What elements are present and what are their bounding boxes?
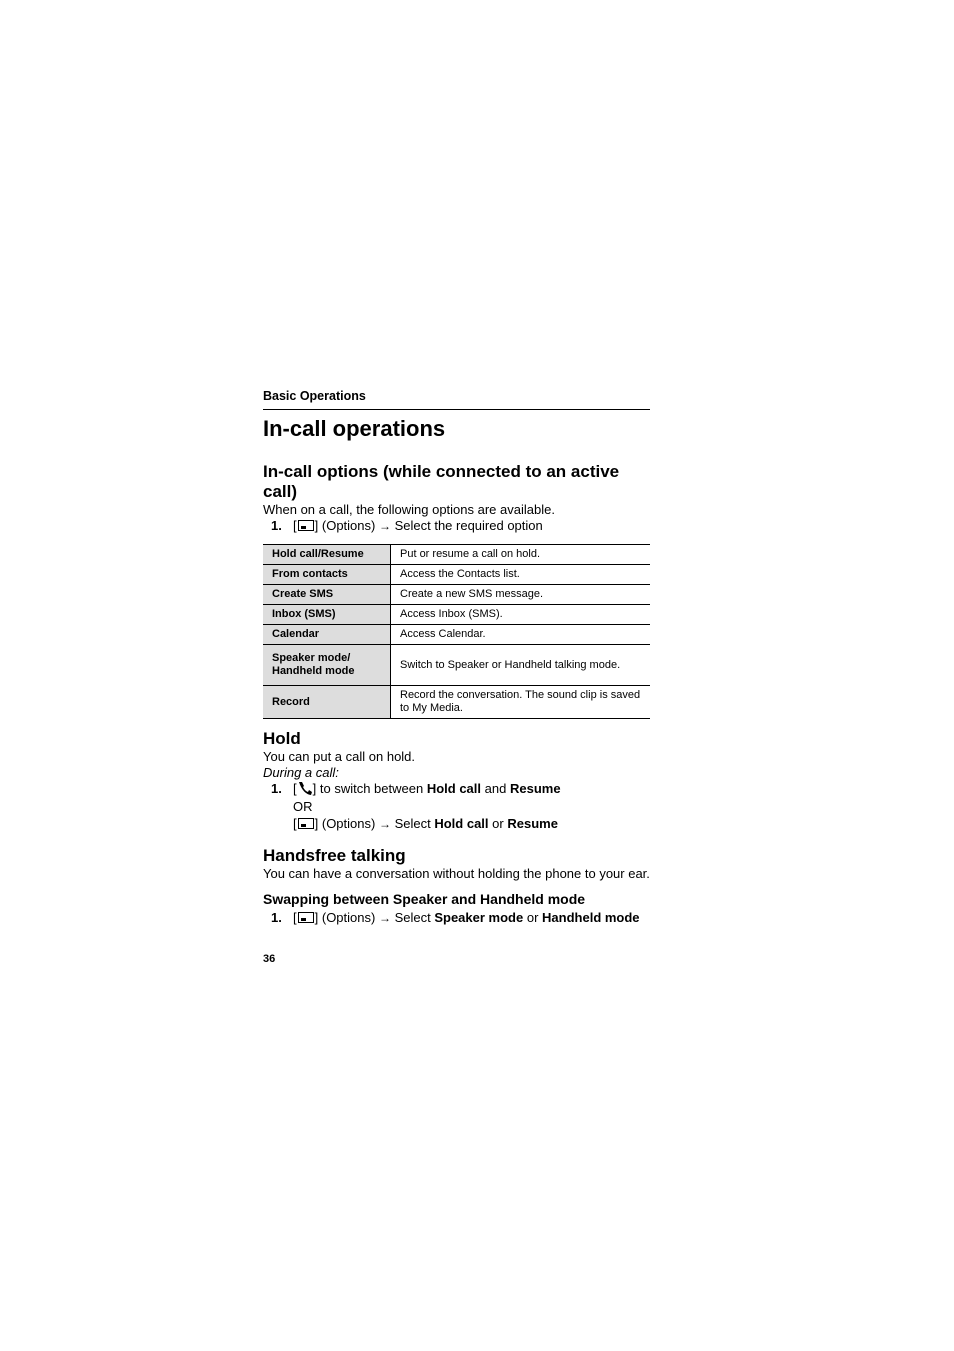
hold-context: During a call: [263,765,339,780]
table-row: Speaker mode/ Handheld mode Switch to Speaker or Handheld talking mode. [263,645,650,686]
table-row: Create SMS Create a new SMS message. [263,585,650,605]
softkey-icon [298,912,314,923]
swapping-heading: Swapping between Speaker and Handheld mode [263,891,586,907]
hold-step-alt: [ ] (Options) → Select Hold call or Resume [293,816,558,831]
step-number: 1. [271,781,282,796]
handsfree-intro: You can have a conversation without holding the phone to your ear. [263,866,650,881]
section-label: Basic Operations [263,389,366,403]
hold-intro: You can put a call on hold. [263,749,416,764]
page-title: In-call operations [263,416,446,441]
hold-heading: Hold [263,729,301,748]
options-intro: When on a call, the following options are available. [263,502,555,517]
header-rule [263,409,650,410]
step-number: 1. [271,910,282,925]
options-heading: In-call options (while connected to an active call) [263,462,620,501]
or-label: OR [293,799,313,814]
arrow-right-icon: → [378,911,391,925]
arrow-right-icon: → [378,519,391,533]
options-step: 1. [ ] (Options) → Select the required option [271,518,543,533]
handsfree-heading: Handsfree talking [263,846,406,865]
options-table [263,544,650,719]
handsfree-step: 1. [ ] (Options) → Select Speaker mode or Handheld mode [271,910,640,925]
hold-step: 1. [ ] to switch between Hold call and Resume [271,781,561,796]
page-number: 36 [263,953,276,965]
call-key-icon [297,781,313,795]
step-number: 1. [271,518,282,533]
table-row: Hold call/Resume Put or resume a call on hold. [263,545,650,565]
arrow-right-icon: → [378,817,391,831]
table-row: Calendar Access Calendar. [263,625,650,645]
table-row: Inbox (SMS) Access Inbox (SMS). [263,605,650,625]
page-content [263,386,650,926]
table-row: Record Record the conversation. The sound clip is saved to My Media. [263,686,650,719]
softkey-icon [298,520,314,531]
softkey-icon [298,818,314,829]
table-row: From contacts Access the Contacts list. [263,565,650,585]
